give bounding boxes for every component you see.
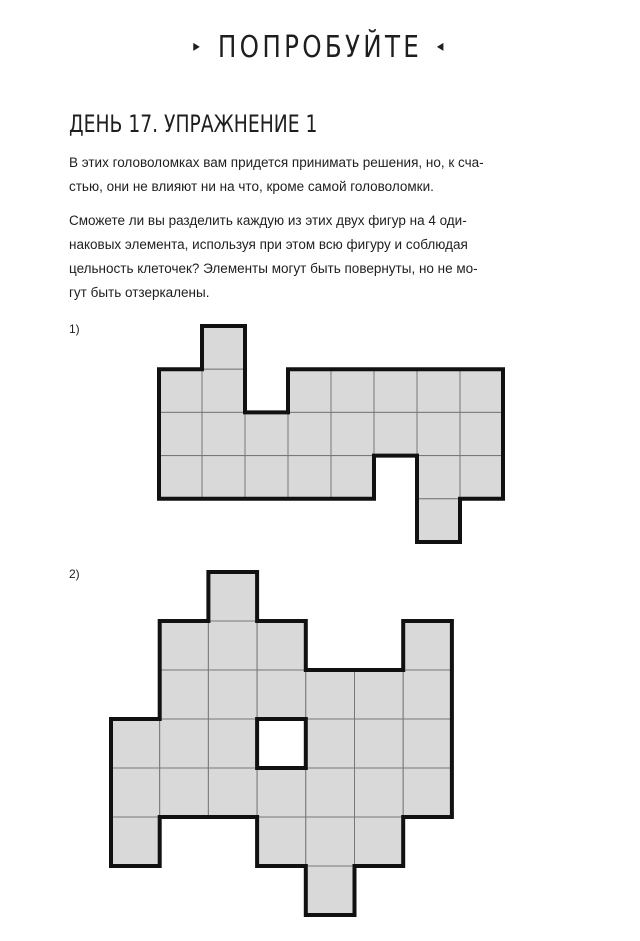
grid-cell [111, 817, 160, 866]
grid-cell [257, 768, 306, 817]
paragraph-line: наковых элемента, используя при этом всю фигуру и соблюдая [69, 237, 468, 252]
grid-cell [306, 817, 355, 866]
grid-cell [306, 866, 355, 915]
grid-cell [208, 572, 257, 621]
paragraph-line: цельность клеточек? Элементы могут быть повернуты, но не мо- [69, 261, 478, 276]
grid-cell [257, 670, 306, 719]
grid-cell [306, 670, 355, 719]
paragraph-line: гут быть отзеркалены. [69, 285, 210, 300]
puzzle-1-label: 1) [69, 322, 80, 336]
grid-cell [257, 817, 306, 866]
grid-cell [403, 670, 452, 719]
grid-cell [355, 670, 404, 719]
grid-cell [208, 670, 257, 719]
paragraph-line: стью, они не влияют ни на что, кроме самой головоломки. [69, 179, 434, 194]
grid-cell [257, 621, 306, 670]
puzzle-2-label: 2) [69, 567, 80, 581]
grid-cell [355, 817, 404, 866]
grid-cell [355, 768, 404, 817]
grid-cell [403, 768, 452, 817]
grid-cell [208, 768, 257, 817]
grid-cell [208, 719, 257, 768]
paragraph-line: В этих головоломках вам придется принимать решения, но, к сча- [69, 155, 484, 170]
left-triangle-icon: ▸ [193, 36, 204, 55]
grid-cell [306, 768, 355, 817]
section-title: ПОПРОБУЙТЕ [217, 30, 423, 65]
grid-cell [160, 670, 209, 719]
grid-cell [403, 621, 452, 670]
paragraph-line: Сможете ли вы разделить каждую из этих двух фигур на 4 оди- [69, 213, 467, 228]
right-triangle-icon: ◂ [436, 36, 447, 55]
grid-cell [160, 768, 209, 817]
grid-cell [160, 621, 209, 670]
grid-cell [403, 719, 452, 768]
grid-cell [111, 768, 160, 817]
grid-cell [111, 719, 160, 768]
grid-cell [355, 719, 404, 768]
grid-cell [208, 621, 257, 670]
grid-cell [160, 719, 209, 768]
exercise-title: ДЕНЬ 17. УПРАЖНЕНИЕ 1 [69, 110, 318, 138]
grid-cell [306, 719, 355, 768]
